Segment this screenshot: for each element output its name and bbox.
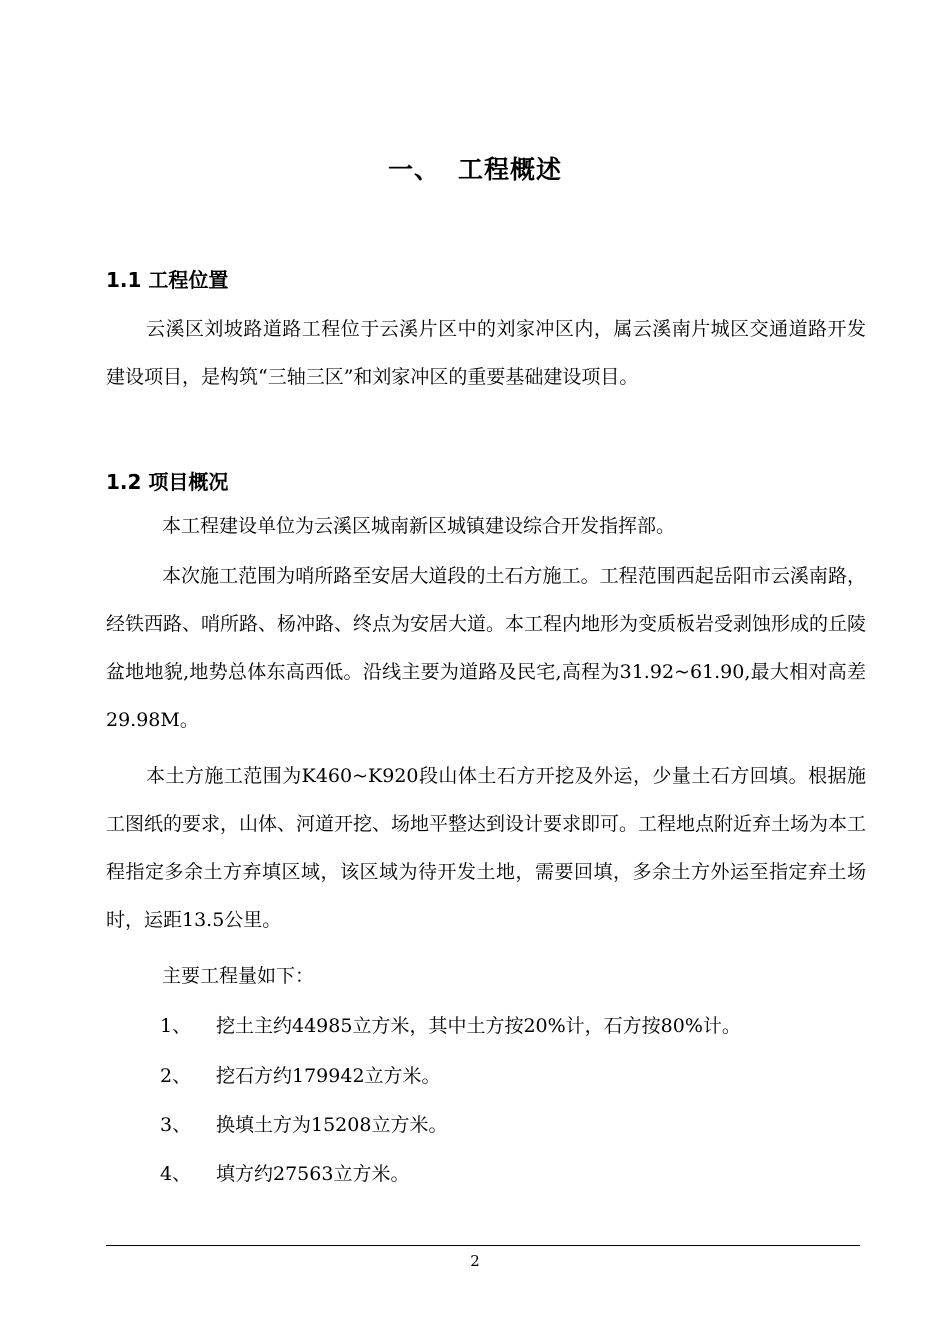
section-heading-location: 1.1 工程位置	[106, 268, 229, 292]
list-item	[160, 1150, 409, 1198]
chapter-title-text: 工程概述	[458, 155, 563, 184]
list-item-text: 换填土方为15208立方米。	[216, 1114, 448, 1136]
page-number: 2	[470, 1252, 480, 1270]
chapter-number: 一、	[387, 155, 440, 184]
list-item	[160, 1052, 441, 1100]
paragraph-quantities-intro: 主要工程量如下：	[162, 965, 315, 987]
paragraph-construction-unit: 本工程建设单位为云溪区城南新区城镇建设综合开发指挥部。	[162, 515, 676, 537]
list-item-index: 3、	[160, 1114, 192, 1136]
paragraph-location: 云溪区刘坡路道路工程位于云溪片区中的刘家冲区内，属云溪南片城区交通道路开发建设项目，是构筑“三轴三区”和刘家冲区的重要基础建设项目。	[106, 318, 866, 388]
list-item	[160, 1002, 741, 1050]
list-item-index: 4、	[160, 1163, 192, 1185]
list-item	[160, 1101, 447, 1149]
list-item-index: 1、	[160, 1015, 192, 1037]
list-item-text: 挖石方约179942立方米。	[216, 1065, 441, 1087]
footer-divider	[106, 1245, 860, 1246]
list-item-text: 填方约27563立方米。	[216, 1163, 410, 1185]
section-heading-overview: 1.2 项目概况	[106, 470, 229, 494]
paragraph-construction-scope: 本次施工范围为哨所路至安居大道段的土石方施工。工程范围西起岳阳市云溪南路，经铁西路、哨所路、杨冲路、终点为安居大道。本工程内地形为变质板岩受剥蚀形成的丘陵盆地地貌,地势总体东高西低。沿线主要为道路及民宅,高程为31.92~61.90,最大相对高差29.98M。	[106, 565, 867, 731]
chapter-title	[0, 150, 950, 186]
list-item-text: 挖土主约44985立方米，其中土方按20%计，石方按80%计。	[216, 1015, 741, 1037]
list-item-index: 2、	[160, 1065, 192, 1087]
paragraph-earthwork-scope: 本土方施工范围为K460~K920段山体土石方开挖及外运，少量土石方回填。根据施工图纸的要求，山体、河道开挖、场地平整达到设计要求即可。工程地点附近弃土场为本工程指定多余土方弃填区域，该区域为待开发土地，需要回填，多余土方外运至指定弃土场时，运距13.5公里。	[106, 765, 867, 931]
